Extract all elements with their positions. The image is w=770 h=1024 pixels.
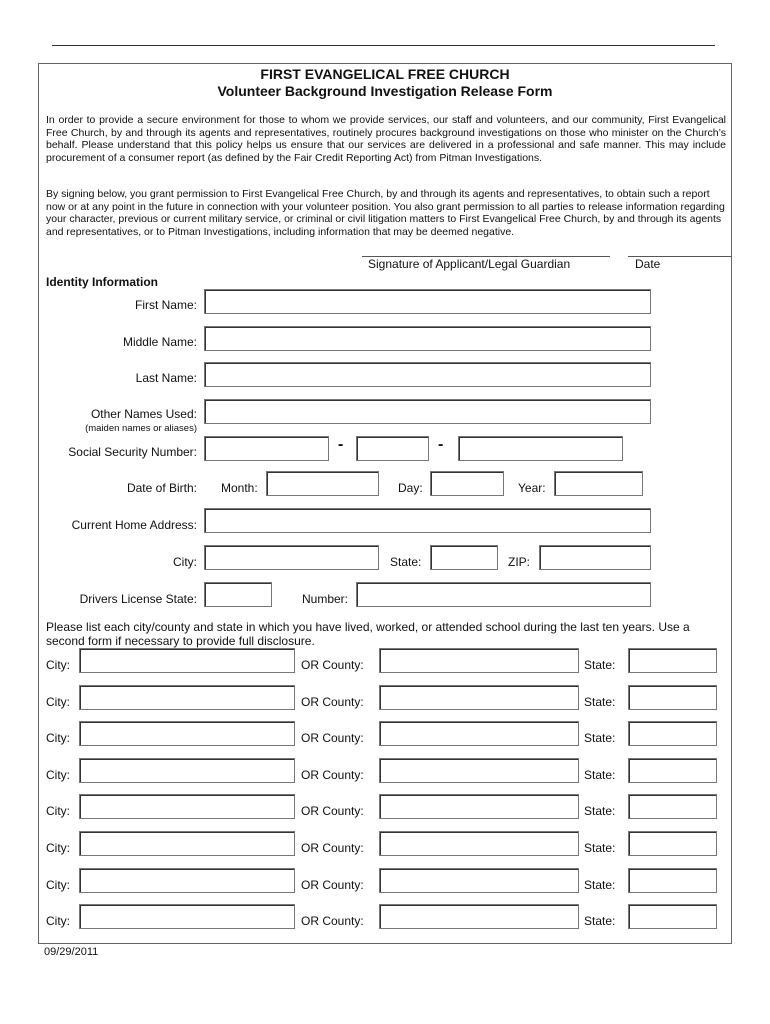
residence-city-input[interactable] (79, 831, 295, 856)
date-label: Date (635, 257, 661, 271)
middle-name-label: Middle Name: (122, 335, 197, 349)
residence-county-label: OR County: (301, 914, 364, 928)
residence-city-input[interactable] (79, 685, 295, 710)
dob-month-input[interactable] (266, 471, 379, 496)
residence-city-label: City: (46, 804, 70, 818)
residence-state-label: State: (584, 658, 616, 672)
dl-number-input[interactable] (356, 582, 651, 607)
residence-city-label: City: (46, 841, 70, 855)
middle-name-input[interactable] (204, 326, 651, 351)
residence-city-label: City: (46, 914, 70, 928)
residence-state-label: State: (584, 914, 616, 928)
address-input[interactable] (204, 508, 651, 533)
city-label: City: (173, 555, 197, 569)
dl-number-label: Number: (302, 592, 349, 606)
residence-city-label: City: (46, 731, 70, 745)
other-names-hint: (maiden names or aliases) (85, 423, 197, 434)
residence-state-input[interactable] (628, 758, 717, 783)
last-name-label: Last Name: (135, 371, 197, 385)
residence-state-label: State: (584, 768, 616, 782)
residence-state-label: State: (584, 841, 616, 855)
dl-state-input[interactable] (204, 582, 272, 607)
dob-day-input[interactable] (430, 471, 504, 496)
residence-city-input[interactable] (79, 758, 295, 783)
first-name-input[interactable] (204, 289, 651, 314)
intro-paragraph-2: By signing below, you grant permission to First Evangelical Free Church, by and through its agents and representatives, to obtain such a report now or at any point in the future in connection with your volunteer position. You also grant permission to all parties to release information regarding your character, previous or current military service, or criminal or civil litigation matters to First Evangelical Free Church, by and through its agents and representatives, or to Pitman Investigations, including information that may be deemed negative. (46, 188, 725, 239)
zip-label: ZIP: (508, 555, 531, 569)
dl-state-label: Drivers License State: (79, 592, 197, 606)
residence-state-label: State: (584, 695, 616, 709)
ssn-separator: - (438, 436, 444, 453)
month-label: Month: (221, 481, 258, 495)
residence-city-input[interactable] (79, 721, 295, 746)
residence-county-input[interactable] (379, 685, 579, 710)
address-label: Current Home Address: (71, 518, 197, 532)
residence-county-label: OR County: (301, 695, 364, 709)
year-label: Year: (518, 481, 546, 495)
last-name-input[interactable] (204, 362, 651, 387)
residence-county-input[interactable] (379, 648, 579, 673)
residence-city-input[interactable] (79, 868, 295, 893)
residence-city-label: City: (46, 658, 70, 672)
residence-county-input[interactable] (379, 831, 579, 856)
dob-year-input[interactable] (554, 471, 643, 496)
residence-instructions: Please list each city/county and state in which you have lived, worked, or attended school during the last ten years. Use a second form if necessary to provide full disclosure. (46, 620, 690, 648)
residence-city-input[interactable] (79, 648, 295, 673)
residence-state-input[interactable] (628, 868, 717, 893)
other-names-input[interactable] (204, 399, 651, 424)
city-input[interactable] (204, 545, 379, 570)
residence-city-label: City: (46, 878, 70, 892)
residence-state-label: State: (584, 878, 616, 892)
residence-county-input[interactable] (379, 794, 579, 819)
state-label: State: (390, 555, 422, 569)
residence-state-input[interactable] (628, 648, 717, 673)
residence-city-label: City: (46, 768, 70, 782)
residence-state-label: State: (584, 731, 616, 745)
signature-label: Signature of Applicant/Legal Guardian (368, 257, 571, 271)
residence-county-label: OR County: (301, 841, 364, 855)
residence-county-input[interactable] (379, 721, 579, 746)
residence-county-input[interactable] (379, 868, 579, 893)
residence-state-label: State: (584, 804, 616, 818)
residence-city-input[interactable] (79, 794, 295, 819)
residence-city-input[interactable] (79, 904, 295, 929)
ssn-part-2-input[interactable] (356, 436, 429, 461)
form-title: Volunteer Background Investigation Release Form (217, 83, 553, 99)
residence-county-label: OR County: (301, 658, 364, 672)
residence-state-input[interactable] (628, 721, 717, 746)
residence-state-input[interactable] (628, 904, 717, 929)
dob-label: Date of Birth: (126, 481, 197, 495)
state-input[interactable] (430, 545, 498, 570)
residence-county-label: OR County: (301, 804, 364, 818)
form-date: 09/29/2011 (44, 946, 99, 958)
residence-county-label: OR County: (301, 878, 364, 892)
residence-county-label: OR County: (301, 768, 364, 782)
ssn-part-3-input[interactable] (458, 436, 623, 461)
ssn-label: Social Security Number: (68, 445, 197, 459)
residence-state-input[interactable] (628, 831, 717, 856)
other-names-label: Other Names Used: (90, 407, 197, 421)
org-title: FIRST EVANGELICAL FREE CHURCH (260, 66, 510, 82)
top-rule (52, 45, 715, 46)
residence-county-input[interactable] (379, 758, 579, 783)
day-label: Day: (398, 481, 423, 495)
zip-input[interactable] (539, 545, 651, 570)
residence-state-input[interactable] (628, 685, 717, 710)
ssn-part-1-input[interactable] (204, 436, 329, 461)
residence-county-input[interactable] (379, 904, 579, 929)
intro-paragraph-1: In order to provide a secure environment for those to whom we provide services, our staff and volunteers, and our community, First Evangelical Free Church, by and through its agents and representatives, routinely procures background investigations on those who minister on the Church’s behalf. Please understand that this policy helps us ensure that our services are delivered in a professional and safe manner. This may include procurement of a consumer report (as defined by the Fair Credit Reporting Act) from Pitman Investigations. (46, 114, 726, 165)
residence-state-input[interactable] (628, 794, 717, 819)
residence-county-label: OR County: (301, 731, 364, 745)
ssn-separator: - (338, 436, 344, 453)
residence-city-label: City: (46, 695, 70, 709)
identity-section-title: Identity Information (46, 275, 158, 289)
first-name-label: First Name: (134, 298, 197, 312)
